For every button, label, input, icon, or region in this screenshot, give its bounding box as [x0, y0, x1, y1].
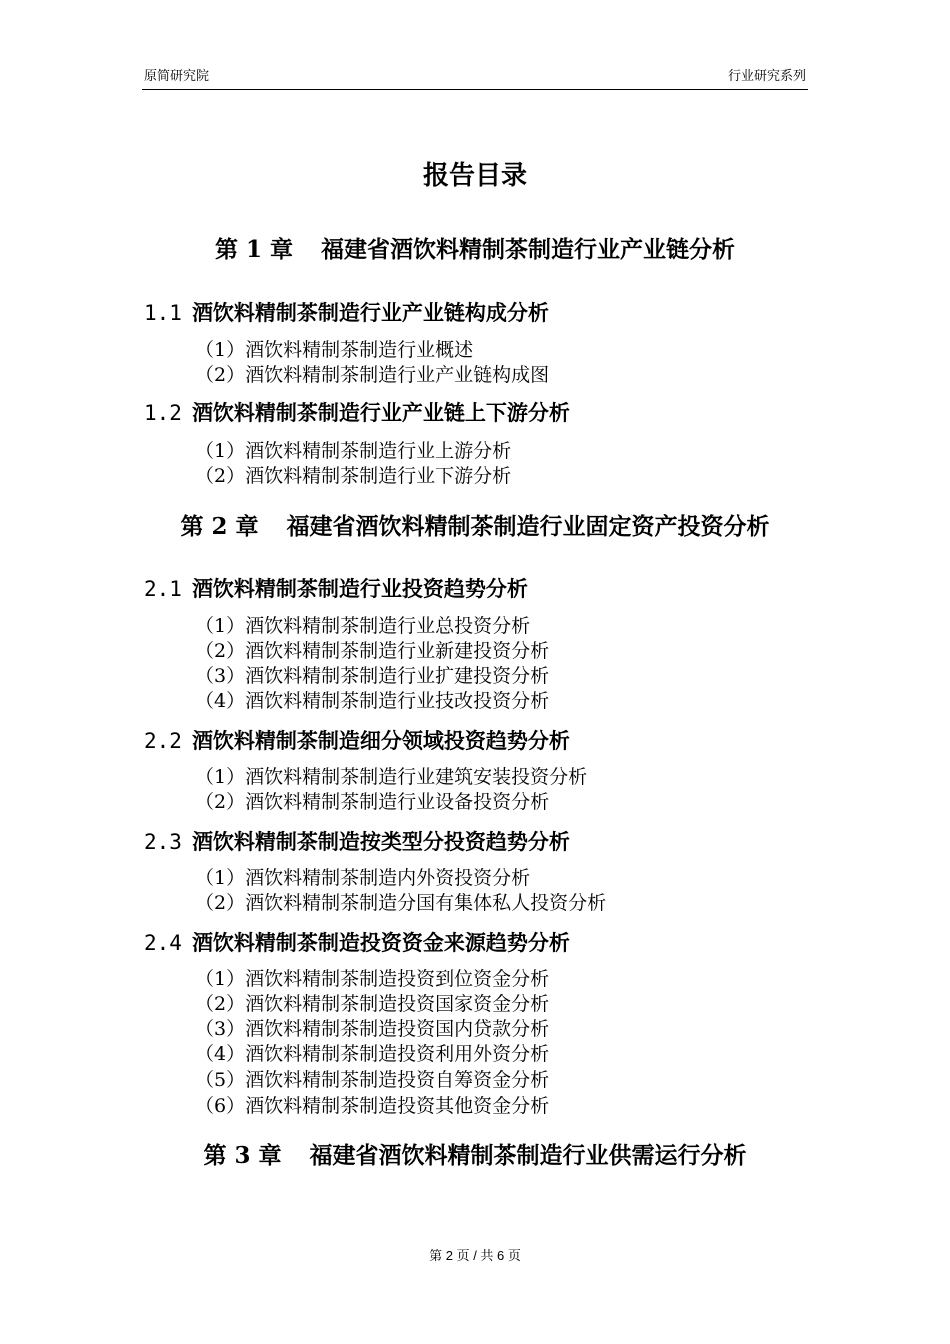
chapter-heading-1	[0, 234, 950, 266]
toc-item: （2）酒饮料精制茶制造行业产业链构成图	[195, 364, 550, 386]
toc-item: （1）酒饮料精制茶制造行业总投资分析	[195, 615, 531, 637]
toc-item: （2）酒饮料精制茶制造行业下游分析	[195, 465, 512, 487]
toc-item: （3）酒饮料精制茶制造投资国内贷款分析	[195, 1018, 550, 1040]
section-number: 1.1	[144, 301, 182, 325]
section-heading-2-4	[144, 929, 570, 957]
toc-item: （2）酒饮料精制茶制造行业新建投资分析	[195, 640, 550, 662]
section-title: 酒饮料精制茶制造细分领域投资趋势分析	[191, 728, 570, 753]
toc-item: （1）酒饮料精制茶制造行业上游分析	[195, 440, 512, 462]
toc-item: （5）酒饮料精制茶制造投资自筹资金分析	[195, 1069, 550, 1091]
toc-item: （1）酒饮料精制茶制造行业建筑安装投资分析	[195, 766, 588, 788]
section-title: 酒饮料精制茶制造行业产业链上下游分析	[191, 400, 570, 425]
section-number: 2.1	[144, 577, 182, 601]
section-heading-1-1	[144, 299, 549, 327]
chapter-heading-3	[0, 1140, 950, 1172]
page-title: 报告目录	[422, 161, 527, 191]
section-heading-2-3	[144, 828, 570, 856]
section-heading-2-1	[144, 575, 528, 603]
toc-item: （2）酒饮料精制茶制造投资国家资金分析	[195, 993, 550, 1015]
toc-item: （6）酒饮料精制茶制造投资其他资金分析	[195, 1095, 550, 1117]
section-number: 1.2	[144, 401, 182, 425]
toc-item: （2）酒饮料精制茶制造分国有集体私人投资分析	[195, 892, 607, 914]
toc-item: （4）酒饮料精制茶制造投资利用外资分析	[195, 1043, 550, 1065]
section-title: 酒饮料精制茶制造行业投资趋势分析	[191, 576, 528, 601]
chapter-title: 福建省酒饮料精制茶制造行业产业链分析	[321, 236, 736, 263]
chapter-label: 第 2 章	[180, 513, 259, 540]
toc-item: （2）酒饮料精制茶制造行业设备投资分析	[195, 791, 550, 813]
toc-item: （1）酒饮料精制茶制造行业概述	[195, 339, 474, 361]
toc-item: （3）酒饮料精制茶制造行业扩建投资分析	[195, 665, 550, 687]
section-heading-2-2	[144, 727, 570, 755]
page-number-footer: 第 2 页 / 共 6 页	[429, 1248, 521, 1263]
chapter-label: 第 1 章	[214, 236, 294, 263]
section-title: 酒饮料精制茶制造行业产业链构成分析	[191, 300, 549, 325]
header-right: 行业研究系列	[727, 68, 806, 83]
toc-item: （4）酒饮料精制茶制造行业技改投资分析	[195, 690, 550, 712]
section-number: 2.4	[144, 931, 182, 955]
section-heading-1-2	[144, 399, 570, 427]
toc-item: （1）酒饮料精制茶制造内外资投资分析	[195, 867, 531, 889]
section-number: 2.2	[144, 729, 182, 753]
chapter-title: 福建省酒饮料精制茶制造行业供需运行分析	[309, 1142, 747, 1169]
section-title: 酒饮料精制茶制造投资资金来源趋势分析	[191, 930, 570, 955]
section-number: 2.3	[144, 830, 182, 854]
header-left: 原简研究院	[144, 68, 210, 83]
header-rule	[142, 89, 808, 90]
chapter-title: 福建省酒饮料精制茶制造行业固定资产投资分析	[286, 513, 770, 540]
section-title: 酒饮料精制茶制造按类型分投资趋势分析	[191, 829, 570, 854]
chapter-heading-2	[0, 511, 950, 543]
toc-item: （1）酒饮料精制茶制造投资到位资金分析	[195, 968, 550, 990]
chapter-label: 第 3 章	[203, 1142, 282, 1169]
